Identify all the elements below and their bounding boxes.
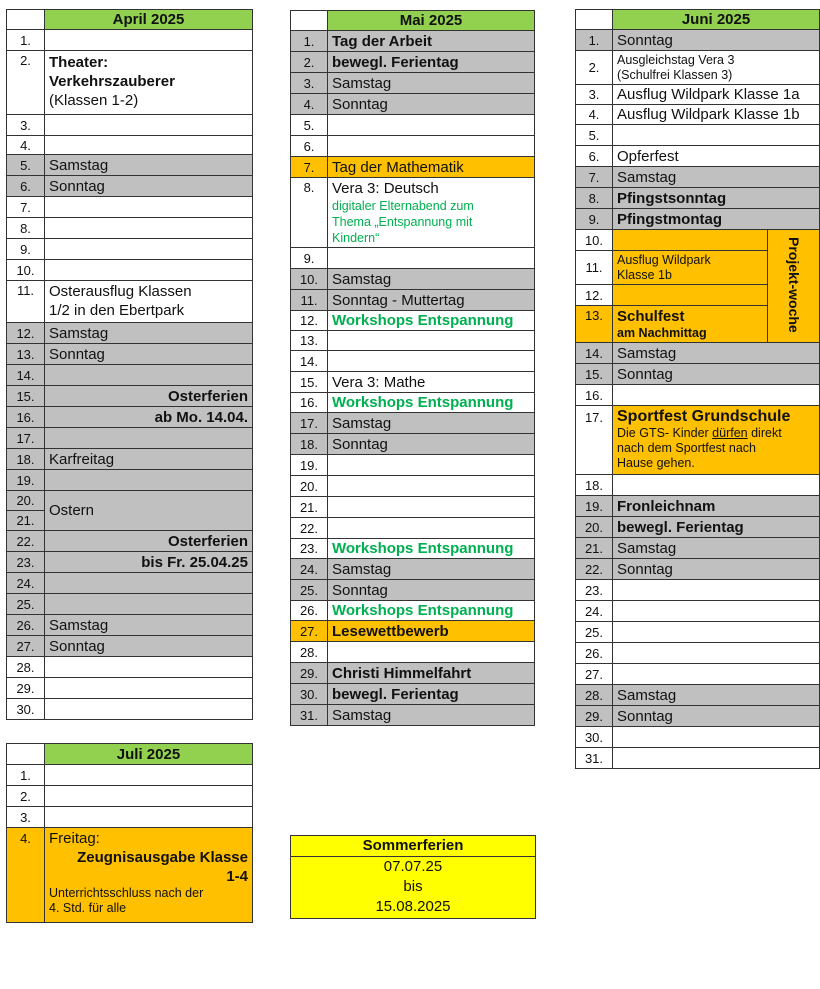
day-label: Samstag xyxy=(328,269,535,290)
day-label: Sonntag xyxy=(45,344,253,365)
day-number: 8. xyxy=(576,188,613,209)
day-label: Sonntag xyxy=(613,559,820,580)
day-label: Osterferien xyxy=(45,531,253,552)
day-label: Workshops Entspannung xyxy=(328,539,535,559)
day-number: 18. xyxy=(7,449,45,470)
day-number: 19. xyxy=(291,455,328,476)
day-label: Ostern xyxy=(45,491,253,531)
day-number: 15. xyxy=(576,364,613,385)
day-number: 28. xyxy=(7,657,45,678)
day-label: Lesewettbewerb xyxy=(328,621,535,642)
day-label: Workshops Entspannung xyxy=(328,601,535,621)
day-label: Pfingstmontag xyxy=(613,209,820,230)
day-label: Sonntag - Muttertag xyxy=(328,290,535,311)
day-number: 17. xyxy=(291,413,328,434)
day-number: 6. xyxy=(576,146,613,167)
day-label: Sonntag xyxy=(613,364,820,385)
april-title: April 2025 xyxy=(45,10,253,30)
day-number: 22. xyxy=(576,559,613,580)
day-label: Pfingstsonntag xyxy=(613,188,820,209)
day-number: 23. xyxy=(576,580,613,601)
day-number: 25. xyxy=(291,580,328,601)
day-label: Sonntag xyxy=(328,94,535,115)
day-number: 20. xyxy=(291,476,328,497)
day-number: 24. xyxy=(7,573,45,594)
sommerferien-bis: bis xyxy=(403,878,423,895)
day-number: 26. xyxy=(7,615,45,636)
day-number: 29. xyxy=(7,678,45,699)
day-number: 30. xyxy=(7,699,45,720)
day-number: 4. xyxy=(576,105,613,125)
day-label: Sonntag xyxy=(45,636,253,657)
day-label: bewegl. Ferientag xyxy=(613,517,820,538)
day-label: Osterferien xyxy=(45,386,253,407)
day-number: 2. xyxy=(576,51,613,85)
day-number: 3. xyxy=(7,807,45,828)
day-number: 15. xyxy=(291,372,328,393)
sommerferien-from: 07.07.25 xyxy=(383,858,443,875)
day-label: Sonntag xyxy=(613,30,820,51)
day-number: 12. xyxy=(291,311,328,331)
day-number: 22. xyxy=(291,518,328,539)
day-number: 5. xyxy=(576,125,613,146)
day-number: 27. xyxy=(576,664,613,685)
day-number: 7. xyxy=(7,197,45,218)
day-number: 21. xyxy=(291,497,328,518)
juli-calendar xyxy=(6,743,253,923)
day-number: 29. xyxy=(576,706,613,727)
day-label: Samstag xyxy=(328,559,535,580)
day-number: 30. xyxy=(291,684,328,705)
day-number: 13. xyxy=(7,344,45,365)
event-theater: Theater: Verkehrszauberer (Klassen 1-2) xyxy=(45,51,253,115)
day-label: Samstag xyxy=(328,413,535,434)
day-number: 19. xyxy=(7,470,45,491)
day-number: 27. xyxy=(7,636,45,657)
day-number: 4. xyxy=(291,94,328,115)
day-number: 21. xyxy=(7,511,45,531)
projektwoche-label: Projekt-woche xyxy=(768,230,820,343)
day-number: 16. xyxy=(7,407,45,428)
day-number: 1. xyxy=(576,30,613,51)
day-number: 16. xyxy=(291,393,328,413)
day-number: 4. xyxy=(7,136,45,155)
day-number: 14. xyxy=(7,365,45,386)
day-label: Samstag xyxy=(45,323,253,344)
day-number: 27. xyxy=(291,621,328,642)
day-label: Karfreitag xyxy=(45,449,253,470)
event-zeugnisausgabe: Freitag: Zeugnisausgabe Klasse 1-4 Unterrichtsschluss nach der 4. Std. für alle xyxy=(45,828,253,923)
day-number: 8. xyxy=(291,178,328,248)
day-label: Sonntag xyxy=(328,580,535,601)
day-label: Christi Himmelfahrt xyxy=(328,663,535,684)
day-number: 9. xyxy=(7,239,45,260)
sommerferien-to: 15.08.2025 xyxy=(375,898,451,915)
juni-calendar xyxy=(575,9,820,769)
day-number: 25. xyxy=(7,594,45,615)
mai-calendar xyxy=(290,10,535,726)
day-number: 9. xyxy=(576,209,613,230)
day-label: Opferfest xyxy=(613,146,820,167)
event-vera-deutsch: Vera 3: Deutsch digitaler Elternabend zum Thema „Entspannung mit Kindern“ xyxy=(328,178,535,248)
day-number: 5. xyxy=(291,115,328,136)
event-ausgleichstag: Ausgleichstag Vera 3 (Schulfrei Klassen 3) xyxy=(613,51,820,85)
day-number: 22. xyxy=(7,531,45,552)
sommerferien-box xyxy=(290,835,536,919)
day-label: Workshops Entspannung xyxy=(328,393,535,413)
day-number: 18. xyxy=(291,434,328,455)
day-number: 14. xyxy=(291,351,328,372)
juni-title: Juni 2025 xyxy=(613,10,820,30)
day-number: 7. xyxy=(291,157,328,178)
event-osterausflug: Osterausflug Klassen 1/2 in den Ebertpark xyxy=(45,281,253,323)
day-label: bewegl. Ferientag xyxy=(328,52,535,73)
day-label: Sonntag xyxy=(328,434,535,455)
day-number: 13. xyxy=(576,306,613,343)
event-sportfest: Sportfest Grundschule Die GTS- Kinder dürfen direkt nach dem Sportfest nach Hause gehen. xyxy=(613,406,820,475)
day-label: Sonntag xyxy=(613,706,820,727)
day-number: 6. xyxy=(291,136,328,157)
day-number: 1. xyxy=(7,765,45,786)
day-number: 9. xyxy=(291,248,328,269)
day-number: 10. xyxy=(576,230,613,251)
day-number: 21. xyxy=(576,538,613,559)
event-ausflug-wildpark: Ausflug Wildpark Klasse 1b xyxy=(613,251,768,285)
day-label: Samstag xyxy=(613,685,820,706)
day-number: 15. xyxy=(7,386,45,407)
day-number: 23. xyxy=(7,552,45,573)
day-label: Samstag xyxy=(45,615,253,636)
day-label: Samstag xyxy=(45,155,253,176)
day-number: 2. xyxy=(7,51,45,115)
day-number: 2. xyxy=(291,52,328,73)
day-number: 10. xyxy=(291,269,328,290)
day-label: Sonntag xyxy=(45,176,253,197)
day-number: 23. xyxy=(291,539,328,559)
day-label: Workshops Entspannung xyxy=(328,311,535,331)
day-number: 11. xyxy=(576,251,613,285)
event-schulfest: Schulfest am Nachmittag xyxy=(613,306,768,343)
day-number: 3. xyxy=(576,85,613,105)
day-number: 16. xyxy=(576,385,613,406)
day-number: 1. xyxy=(7,30,45,51)
day-label: Samstag xyxy=(613,538,820,559)
day-number: 28. xyxy=(576,685,613,706)
day-label: Samstag xyxy=(328,73,535,94)
day-number: 20. xyxy=(576,517,613,538)
day-number: 7. xyxy=(576,167,613,188)
day-label: Tag der Arbeit xyxy=(328,31,535,52)
day-number: 12. xyxy=(576,285,613,306)
day-number: 17. xyxy=(576,406,613,475)
day-number: 4. xyxy=(7,828,45,923)
day-label: Ausflug Wildpark Klasse 1a xyxy=(613,85,820,105)
day-label: Samstag xyxy=(613,343,820,364)
day-number: 17. xyxy=(7,428,45,449)
day-number: 29. xyxy=(291,663,328,684)
day-number: 24. xyxy=(291,559,328,580)
day-label: Fronleichnam xyxy=(613,496,820,517)
mai-title: Mai 2025 xyxy=(328,11,535,31)
day-number: 8. xyxy=(7,218,45,239)
day-label: Vera 3: Mathe xyxy=(328,372,535,393)
day-label: ab Mo. 14.04. xyxy=(45,407,253,428)
day-number: 5. xyxy=(7,155,45,176)
sommerferien-title: Sommerferien xyxy=(291,836,535,857)
april-calendar xyxy=(6,9,253,720)
day-number: 24. xyxy=(576,601,613,622)
day-number: 13. xyxy=(291,331,328,351)
day-number: 12. xyxy=(7,323,45,344)
day-number: 31. xyxy=(576,748,613,769)
day-number: 31. xyxy=(291,705,328,726)
day-label: bis Fr. 25.04.25 xyxy=(45,552,253,573)
day-number: 11. xyxy=(7,281,45,323)
day-number: 1. xyxy=(291,31,328,52)
day-number: 18. xyxy=(576,475,613,496)
day-number: 14. xyxy=(576,343,613,364)
day-number: 25. xyxy=(576,622,613,643)
day-number: 11. xyxy=(291,290,328,311)
day-label: bewegl. Ferientag xyxy=(328,684,535,705)
day-number: 20. xyxy=(7,491,45,511)
day-number: 10. xyxy=(7,260,45,281)
day-number: 2. xyxy=(7,786,45,807)
day-number: 3. xyxy=(291,73,328,94)
day-number: 26. xyxy=(291,601,328,621)
day-number: 6. xyxy=(7,176,45,197)
day-label: Samstag xyxy=(613,167,820,188)
day-label: Ausflug Wildpark Klasse 1b xyxy=(613,105,820,125)
day-number: 3. xyxy=(7,115,45,136)
day-number: 19. xyxy=(576,496,613,517)
juli-title: Juli 2025 xyxy=(45,744,253,765)
day-label: Tag der Mathematik xyxy=(328,157,535,178)
day-label: Samstag xyxy=(328,705,535,726)
day-number: 28. xyxy=(291,642,328,663)
day-number: 26. xyxy=(576,643,613,664)
day-number: 30. xyxy=(576,727,613,748)
